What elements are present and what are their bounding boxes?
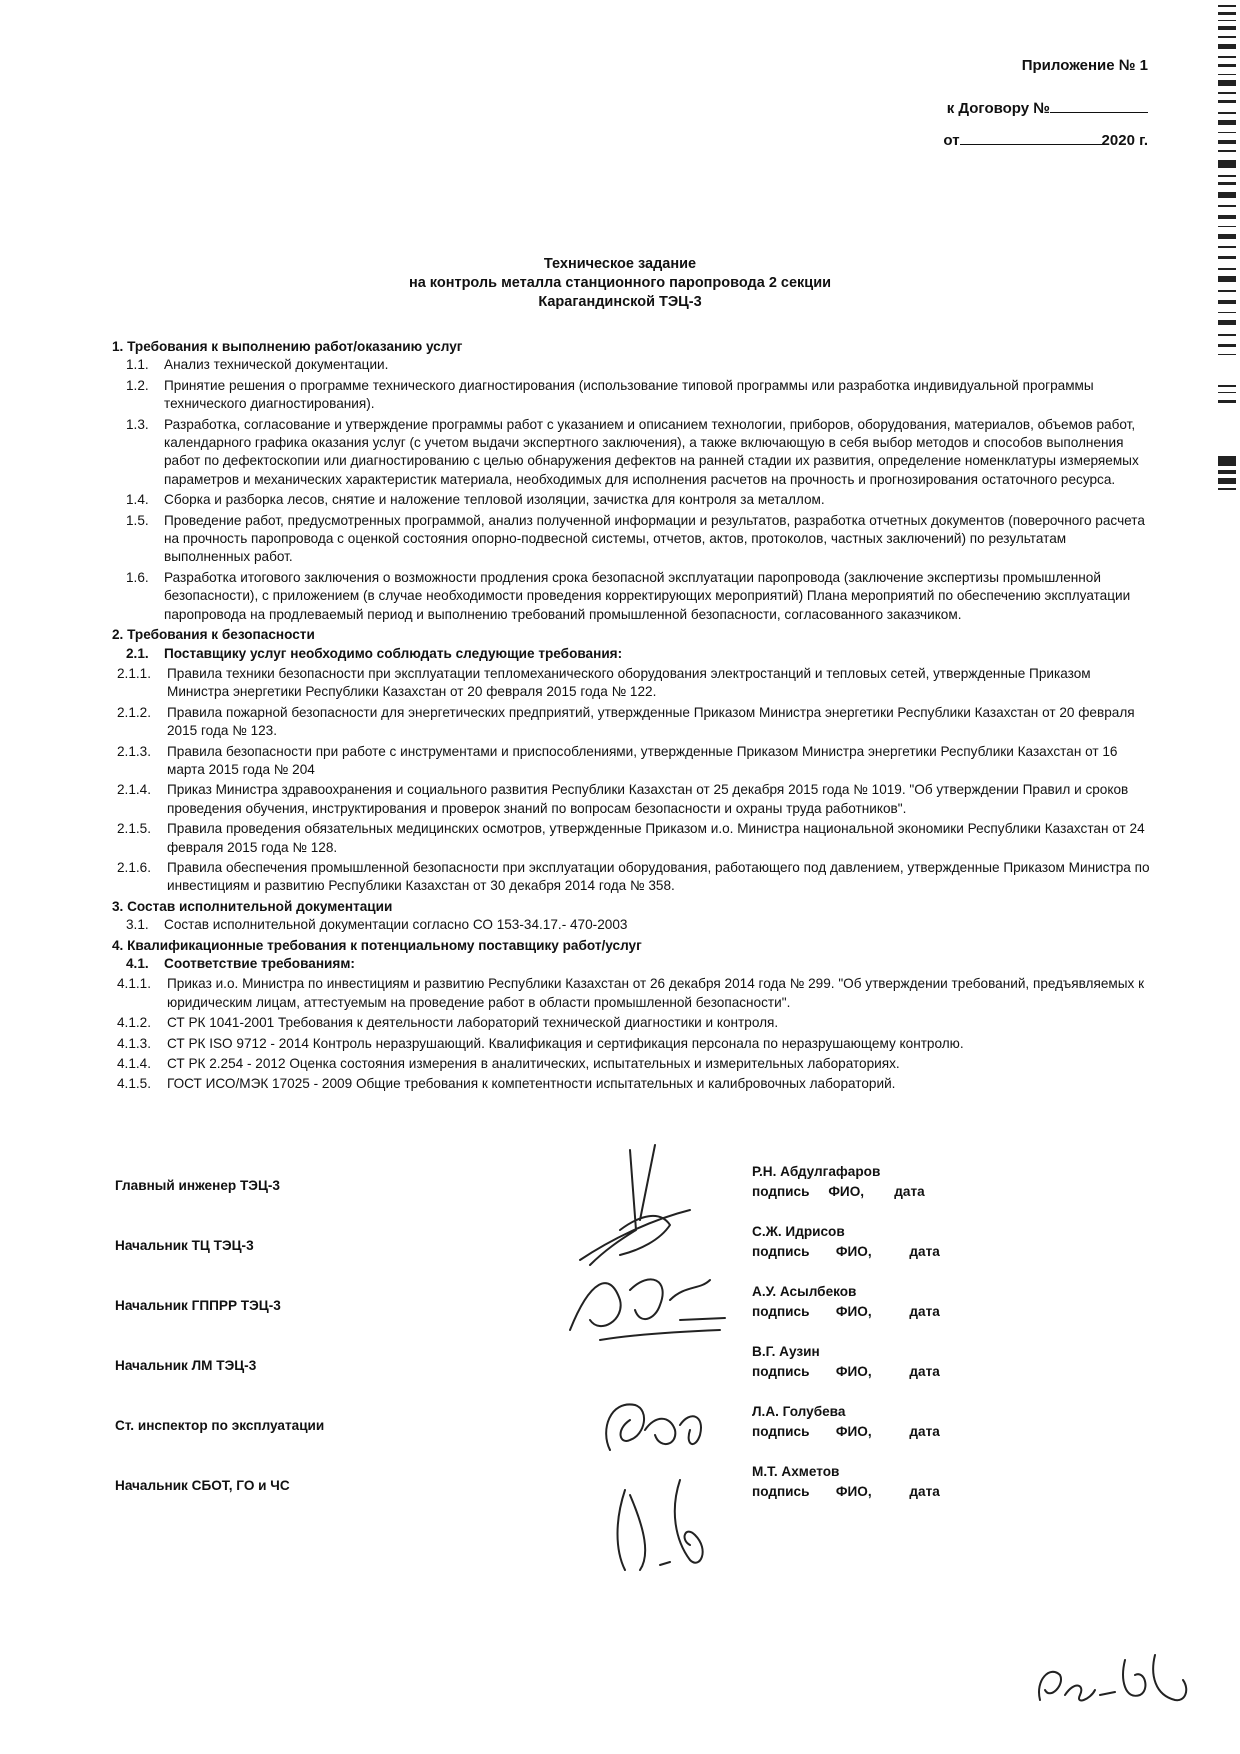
item-number: 4.1.5. [117, 1076, 152, 1092]
title-line-2: на контроль металла станционного паропровода 2 секции [408, 275, 832, 291]
item-number: 4.1.4. [117, 1056, 152, 1072]
signatory-position: Ст. инспектор по эксплуатации [115, 1418, 325, 1433]
item-text: Правила безопасности при работе с инструментами и приспособлениями, утвержденные Приказом Министра энергетики Республики Казахстан от 16 марта 2015 года № 204 [167, 743, 1118, 777]
section-heading: 4. Квалификационные требования к потенциальному поставщику работ/услуг [112, 937, 642, 953]
section-4-items [112, 975, 1152, 1093]
item-number: 4.1.3. [117, 1035, 152, 1051]
document-title [0, 255, 1240, 312]
item-text: СТ РК 1041-2001 Требования к деятельности лабораторий технической диагностики и контроля. [167, 1015, 779, 1031]
handwritten-signature [600, 1470, 720, 1580]
signatory-position: Начальник ТЦ ТЭЦ-3 [115, 1238, 254, 1253]
list-item-lead [112, 955, 1152, 973]
contract-number-line [947, 98, 1148, 117]
item-number: 2.1. [126, 645, 149, 661]
contract-prefix: к Договору № [946, 100, 1050, 117]
item-text: Разработка, согласование и утверждение программы работ с указанием и описанием технологии, приборов, оборудования, материалов, объемов работ, календарного графика оказания услуг (с учетом выдачи экспертного заключения), а также включающую в себя выбор методов и способов выполнения работ по дефектоскопии или диагностированию с целью обнаружения дефектов на ранней стадии их развития, определение номенклатуры измеряемых параметров и механических характеристик материала, необходимых для исполнения расчетов на прочность и прогнозирования остаточного ресурса. [164, 416, 1139, 487]
signatory-position: Начальник ГППРР ТЭЦ-3 [115, 1298, 281, 1313]
signatory-name: Л.А. Голубева [752, 1404, 846, 1419]
section-heading: 2. Требования к безопасности [112, 627, 315, 643]
item-text: Правила пожарной безопасности для энергетических предприятий, утвержденные Приказом Министра энергетики Республики Казахстан от 20 февраля 2015 года № 123. [167, 704, 1135, 739]
date-suffix: 2020 г. [1101, 132, 1148, 149]
item-number: 2.1.5. [117, 821, 152, 837]
item-number: 4.1.2. [117, 1015, 152, 1031]
section-1-items [112, 356, 1152, 624]
item-number: 2.1.2. [117, 704, 152, 720]
item-text: Поставщику услуг необходимо соблюдать следующие требования: [164, 645, 623, 661]
handwritten-initials [1025, 1640, 1195, 1720]
item-text: Сборка и разборка лесов, снятие и наложение тепловой изоляции, зачистка для контроля за металлом. [164, 492, 825, 508]
list-item [112, 781, 1152, 818]
list-item [112, 743, 1152, 780]
item-number: 1.6. [126, 569, 149, 585]
item-text: ГОСТ ИСО/МЭК 17025 - 2009 Общие требования к компетентности испытательных и калибровочных лабораторий. [167, 1076, 896, 1092]
title-line-3: Карагандинской ТЭЦ-3 [538, 294, 702, 310]
date-prefix: от [943, 132, 960, 149]
signature-caption: подпись ФИО, дата [752, 1424, 940, 1439]
item-number: 1.5. [126, 512, 149, 528]
item-number: 2.1.3. [117, 743, 152, 759]
list-item [112, 416, 1152, 490]
item-number: 1.2. [126, 377, 149, 393]
signature-caption: подпись ФИО, дата [752, 1244, 940, 1259]
appendix-label: Приложение № 1 [1021, 57, 1148, 74]
item-text: Состав исполнительной документации согласно СО 153-34.17.- 470-2003 [164, 917, 628, 933]
list-item [112, 975, 1152, 1012]
handwritten-signature [560, 1260, 730, 1350]
list-item [112, 491, 1152, 509]
list-item [112, 704, 1152, 741]
list-item [112, 377, 1152, 414]
signature-caption: подпись ФИО, дата [752, 1184, 925, 1199]
list-item [112, 820, 1152, 857]
list-item [112, 1075, 1152, 1093]
item-number: 1.3. [126, 416, 149, 432]
item-text: Правила проведения обязательных медицинских осмотров, утвержденные Приказом и.о. Министра национальной экономики Республики Казахстан от 24 февраля 2015 года № 128. [167, 821, 1145, 855]
item-text: Соответствие требованиям: [164, 956, 355, 971]
signatory-position: Главный инженер ТЭЦ-3 [115, 1178, 280, 1193]
list-item [112, 1035, 1152, 1053]
contract-date-line [943, 130, 1148, 149]
list-item [112, 1014, 1152, 1032]
signatory-name: Р.Н. Абдулгафаров [752, 1164, 881, 1179]
item-text: СТ РК ISO 9712 - 2014 Контроль неразрушающий. Квалификация и сертификация персонала по неразрушающему контролю. [167, 1035, 964, 1051]
item-text: Правила обеспечения промышленной безопасности при эксплуатации оборудования, работающего под давлением, утвержденные Приказом Министра по инвестициям и развитию Республики Казахстан от 30 декабря 2014 года № 358. [167, 859, 1150, 894]
title-line-1: Техническое задание [543, 256, 697, 272]
item-text: СТ РК 2.254 - 2012 Оценка состояния измерения в аналитических, испытательных и измерительных лабораториях. [167, 1056, 900, 1072]
item-text: Анализ технической документации. [164, 357, 389, 373]
item-number: 1.4. [126, 492, 149, 508]
contract-number-blank [1050, 98, 1148, 113]
list-item-lead [112, 645, 1152, 663]
item-number: 3.1. [126, 917, 149, 933]
signature-caption: подпись ФИО, дата [752, 1364, 940, 1379]
scan-barcode-strip [1198, 0, 1240, 520]
signature-caption: подпись ФИО, дата [752, 1304, 940, 1319]
handwritten-signature [560, 1140, 710, 1280]
signatory-name: А.У. Асылбеков [752, 1284, 857, 1299]
section-3-items [112, 916, 1152, 934]
item-number: 2.1.4. [117, 782, 152, 798]
item-number: 2.1.1. [117, 665, 152, 681]
signature-caption: подпись ФИО, дата [752, 1484, 940, 1499]
item-text: Проведение работ, предусмотренных программой, анализ полученной информации и результатов, разработка отчетных документов (поверочного расчета на прочность паропровода с оценкой состояния опорно-подвесной системы, отчетов, актов, протоколов, частных заключений) по результатам выполненных работ. [164, 512, 1145, 565]
item-text: Правила техники безопасности при эксплуатации тепломеханического оборудования электростанций и тепловых сетей, утвержденные Приказом Министра энергетики Республики Казахстан от 20 февраля 2015 года № 122. [167, 665, 1091, 700]
document-body [112, 337, 1152, 1096]
handwritten-signature [590, 1390, 710, 1470]
list-item [112, 665, 1152, 702]
signatory-name: М.Т. Ахметов [752, 1464, 840, 1479]
section-heading: 3. Состав исполнительной документации [112, 898, 393, 914]
list-item [112, 916, 1152, 934]
list-item [112, 569, 1152, 624]
item-text: Приказ Министра здравоохранения и социального развития Республики Казахстан от 25 декабря 2015 года № 1019. "Об утверждении Правил и сроков проведения обучения, инструктирования и проверок знаний по вопросам безопасности и охраны труда работников". [167, 782, 1129, 816]
signatory-position: Начальник ЛМ ТЭЦ-3 [115, 1358, 257, 1373]
date-blank [960, 130, 1102, 145]
list-item [112, 1055, 1152, 1073]
item-number: 4.1. [126, 956, 149, 971]
signatory-position: Начальник СБОТ, ГО и ЧС [115, 1478, 290, 1493]
item-text: Разработка итогового заключения о возможности продления срока безопасной эксплуатации паропровода (заключение экспертизы промышленной безопасности), с приложением (в случае необходимости проведения корректирующих мероприятий) Плана мероприятий по обеспечению эксплуатации паропровода на продлеваемый период и выполнению требований промышленной безопасности, согласованного заказчиком. [164, 569, 1131, 622]
item-text: Приказ и.о. Министра по инвестициям и развитию Республики Казахстан от 26 декабря 2014 года № 299. "Об утверждении требований, предъявляемых к юридическим лицам, аттестуемым на проведение работ в области промышленной безопасности". [167, 976, 1145, 1010]
list-item [112, 859, 1152, 896]
section-2-items [112, 665, 1152, 896]
item-text: Принятие решения о программе технического диагностирования (использование типовой программы или разработка индивидуальной программы технического диагностирования). [164, 377, 1094, 412]
item-number: 4.1.1. [117, 976, 152, 992]
item-number: 2.1.6. [117, 859, 152, 875]
list-item [112, 512, 1152, 567]
signatory-name: С.Ж. Идрисов [752, 1224, 845, 1239]
signatory-name: В.Г. Аузин [752, 1344, 820, 1359]
section-heading: 1. Требования к выполнению работ/оказанию услуг [112, 339, 463, 354]
item-number: 1.1. [126, 357, 149, 373]
list-item [112, 356, 1152, 374]
signature-row [115, 1344, 1115, 1394]
